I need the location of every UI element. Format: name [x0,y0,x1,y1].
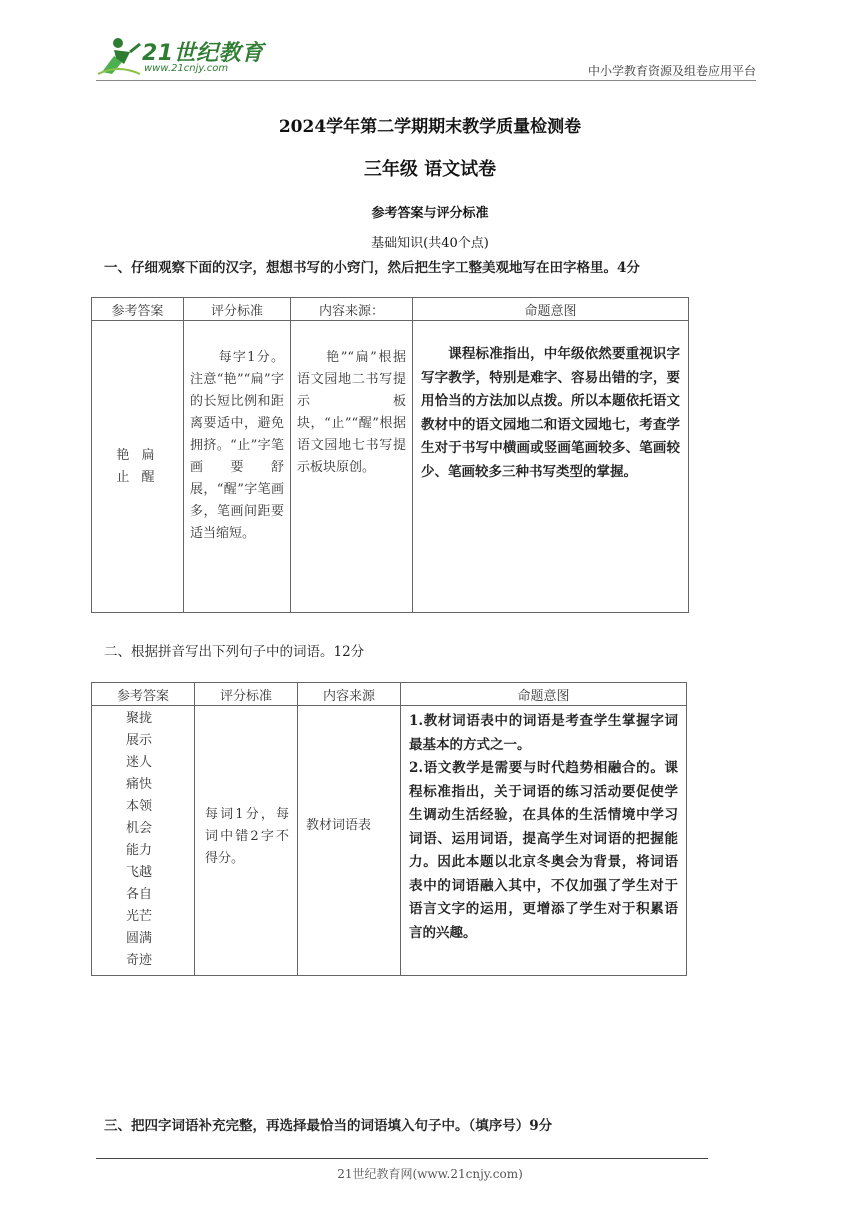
footer-text: 21世纪教育网(www.21cnjy.com) [337,1167,523,1181]
scoring-text: 每词1分，每词中错2字不得分。 [205,806,289,866]
logo-url: www.21cnjy.com [144,63,229,74]
col-header: 内容来源： [291,298,413,321]
scoring-cell [195,706,298,976]
section-title: 基础知识(共40个点) [371,236,489,251]
answer-word: 展示 [125,733,152,748]
answer-word: 能力 [125,843,152,858]
source-text: 教材词语表 [306,817,372,833]
col-header: 参考答案 [92,683,195,706]
answer-subtitle: 参考答案与评分标准 [371,206,489,221]
exam-title: 2024学年第二学期期末教学质量检测卷 [278,117,582,137]
answer-word: 奇迹 [125,953,152,968]
logo-text: 21世纪教育 [142,41,264,66]
col-header: 参考答案 [92,298,184,321]
col-header: 评分标准 [195,683,298,706]
answer-word: 各自 [125,887,152,902]
answer-cell [92,706,195,976]
question-1-table [91,297,689,613]
question-3-heading: 三、把四字词语补充完整，再选择最恰当的词语填入句子中。（填序号）9分 [104,1118,553,1134]
intent-cell [413,321,689,613]
source-text: 艳”“扁”根据语文园地二书写提示板块，“止”“醒”根据语文园地七书写提示板块原创。 [297,350,406,475]
intent-text-2: 2.语文教学是需要与时代趋势相融合的。课程标准指出，关于词语的练习活动要促使学生调动生活经验，在具体的生活情境中学习词语、运用词语，提高学生对词语的把握能力。因此本题以北京冬奥会为背景，将词语表中的词语融入其中，不仅加强了学生对于语言文字的运用，更增添了学生对于积累语言的兴趣。 [409,760,678,941]
platform-label: 中小学教育资源及组卷应用平台 [587,64,756,78]
source-cell [298,706,401,976]
intent-text-1: 1.教材词语表中的词语是考查学生掌握字词最基本的方式之一。 [409,713,678,753]
footer-divider [96,1158,708,1159]
answer-word: 本领 [125,799,152,814]
answer-word: 飞越 [125,865,152,880]
col-header: 内容来源 [298,683,401,706]
answer-cell [92,321,184,613]
scoring-cell [184,321,291,613]
grade-title: 三年级 语文试卷 [363,159,497,180]
col-header: 评分标准 [184,298,291,321]
question-2-table [91,682,687,976]
col-header: 命题意图 [401,683,687,706]
answer-word: 迷人 [125,755,152,770]
answer-word: 机会 [125,821,152,836]
question-1-heading: 一、仔细观察下面的汉字，想想书写的小窍门，然后把生字工整美观地写在田字格里。4分 [104,260,640,276]
answer-word: 痛快 [125,777,152,792]
answer-word: 圆满 [125,931,152,946]
source-cell [291,321,413,613]
answer-text: 艳 扁 止 醒 [116,447,159,485]
header-divider [96,80,756,81]
intent-cell [401,706,687,976]
question-2-heading: 二、根据拼音写出下列句子中的词语。12分 [104,644,365,660]
scoring-text: 每字1分。注意“艳”“扁”字的长短比例和距离要适中，避免拥挤。“止”字笔画要舒展，“醒”字笔画多，笔画间距要适当缩短。 [190,350,284,541]
answer-word: 聚拢 [125,711,152,726]
answer-word: 光芒 [125,909,152,924]
col-header: 命题意图 [413,298,689,321]
intent-text: 课程标准指出，中年级依然要重视识字写字教学，特别是难字、容易出错的字，要用恰当的方法加以点拨。所以本题依托语文教材中的语文园地二和语文园地七，考查学生对于书写中横画或竖画笔画较多、笔画较少、笔画较多三种书写类型的掌握。 [421,346,680,480]
